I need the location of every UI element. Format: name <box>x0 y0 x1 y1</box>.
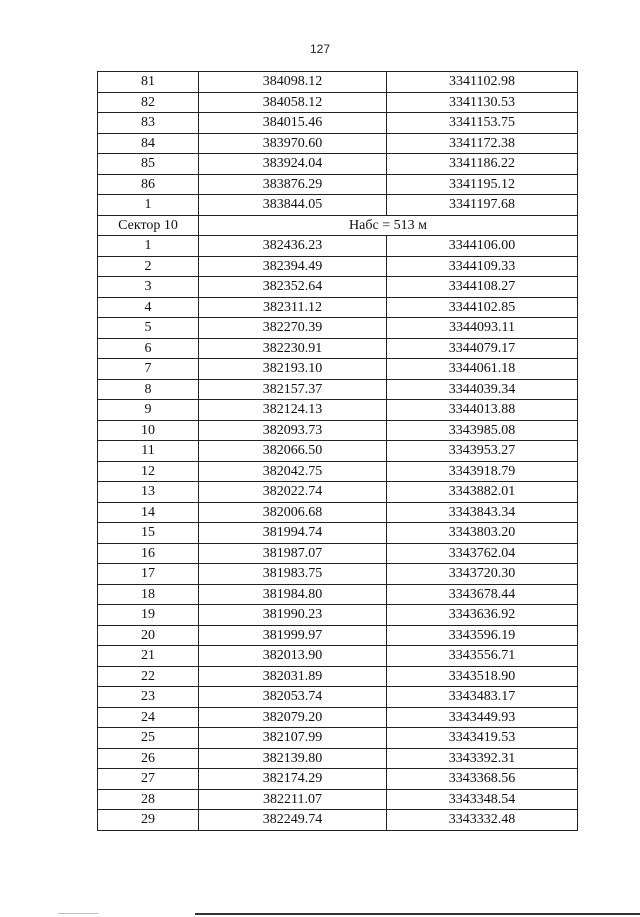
coordinates-table-body <box>98 72 578 831</box>
y-coordinate-cell: 3343843.34 <box>387 502 578 523</box>
y-coordinate-cell: 3344109.33 <box>387 256 578 277</box>
x-coordinate-cell: 381983.75 <box>199 564 387 585</box>
coordinates-table <box>97 71 578 831</box>
y-coordinate-cell: 3343419.53 <box>387 728 578 749</box>
table-row <box>98 625 578 646</box>
x-coordinate-cell: 382394.49 <box>199 256 387 277</box>
x-coordinate-cell: 382174.29 <box>199 769 387 790</box>
y-coordinate-cell: 3344108.27 <box>387 277 578 298</box>
table-row <box>98 72 578 93</box>
y-coordinate-cell: 3343803.20 <box>387 523 578 544</box>
point-number-cell: 1 <box>98 195 199 216</box>
point-number-cell: 19 <box>98 605 199 626</box>
point-number-cell: 20 <box>98 625 199 646</box>
table-row <box>98 728 578 749</box>
table-row <box>98 154 578 175</box>
point-number-cell: 21 <box>98 646 199 667</box>
x-coordinate-cell: 382042.75 <box>199 461 387 482</box>
sector-header-row <box>98 215 578 236</box>
x-coordinate-cell: 382053.74 <box>199 687 387 708</box>
x-coordinate-cell: 382157.37 <box>199 379 387 400</box>
sector-height-note: Набс = 513 м <box>199 215 578 236</box>
table-row <box>98 564 578 585</box>
point-number-cell: 12 <box>98 461 199 482</box>
point-number-cell: 18 <box>98 584 199 605</box>
x-coordinate-cell: 381987.07 <box>199 543 387 564</box>
point-number-cell: 3 <box>98 277 199 298</box>
table-row <box>98 338 578 359</box>
x-coordinate-cell: 382022.74 <box>199 482 387 503</box>
page-bottom-edge <box>195 913 640 915</box>
point-number-cell: 83 <box>98 113 199 134</box>
table-row <box>98 707 578 728</box>
y-coordinate-cell: 3344013.88 <box>387 400 578 421</box>
y-coordinate-cell: 3344039.34 <box>387 379 578 400</box>
x-coordinate-cell: 382093.73 <box>199 420 387 441</box>
table-row <box>98 543 578 564</box>
x-coordinate-cell: 382249.74 <box>199 810 387 831</box>
table-row <box>98 769 578 790</box>
point-number-cell: 28 <box>98 789 199 810</box>
point-number-cell: 7 <box>98 359 199 380</box>
point-number-cell: 27 <box>98 769 199 790</box>
table-row <box>98 666 578 687</box>
margin-mark <box>58 913 98 914</box>
x-coordinate-cell: 382352.64 <box>199 277 387 298</box>
point-number-cell: 23 <box>98 687 199 708</box>
table-row <box>98 420 578 441</box>
y-coordinate-cell: 3344106.00 <box>387 236 578 257</box>
point-number-cell: 86 <box>98 174 199 195</box>
y-coordinate-cell: 3341130.53 <box>387 92 578 113</box>
point-number-cell: 6 <box>98 338 199 359</box>
x-coordinate-cell: 382436.23 <box>199 236 387 257</box>
sector-label: Сектор 10 <box>98 215 199 236</box>
point-number-cell: 15 <box>98 523 199 544</box>
table-row <box>98 174 578 195</box>
x-coordinate-cell: 382124.13 <box>199 400 387 421</box>
table-row <box>98 297 578 318</box>
point-number-cell: 84 <box>98 133 199 154</box>
x-coordinate-cell: 382031.89 <box>199 666 387 687</box>
y-coordinate-cell: 3343483.17 <box>387 687 578 708</box>
x-coordinate-cell: 382230.91 <box>199 338 387 359</box>
table-row <box>98 133 578 154</box>
y-coordinate-cell: 3344061.18 <box>387 359 578 380</box>
x-coordinate-cell: 381999.97 <box>199 625 387 646</box>
y-coordinate-cell: 3343636.92 <box>387 605 578 626</box>
y-coordinate-cell: 3343449.93 <box>387 707 578 728</box>
y-coordinate-cell: 3343720.30 <box>387 564 578 585</box>
y-coordinate-cell: 3343556.71 <box>387 646 578 667</box>
point-number-cell: 16 <box>98 543 199 564</box>
table-row <box>98 605 578 626</box>
y-coordinate-cell: 3341186.22 <box>387 154 578 175</box>
x-coordinate-cell: 383924.04 <box>199 154 387 175</box>
table-row <box>98 277 578 298</box>
y-coordinate-cell: 3343918.79 <box>387 461 578 482</box>
y-coordinate-cell: 3343953.27 <box>387 441 578 462</box>
table-row <box>98 92 578 113</box>
point-number-cell: 2 <box>98 256 199 277</box>
table-row <box>98 584 578 605</box>
point-number-cell: 29 <box>98 810 199 831</box>
x-coordinate-cell: 382211.07 <box>199 789 387 810</box>
point-number-cell: 25 <box>98 728 199 749</box>
y-coordinate-cell: 3343882.01 <box>387 482 578 503</box>
y-coordinate-cell: 3343762.04 <box>387 543 578 564</box>
table-row <box>98 482 578 503</box>
y-coordinate-cell: 3341197.68 <box>387 195 578 216</box>
x-coordinate-cell: 382066.50 <box>199 441 387 462</box>
y-coordinate-cell: 3344102.85 <box>387 297 578 318</box>
point-number-cell: 11 <box>98 441 199 462</box>
table-row <box>98 359 578 380</box>
table-row <box>98 113 578 134</box>
y-coordinate-cell: 3343518.90 <box>387 666 578 687</box>
table-row <box>98 461 578 482</box>
point-number-cell: 13 <box>98 482 199 503</box>
point-number-cell: 22 <box>98 666 199 687</box>
table-row <box>98 502 578 523</box>
y-coordinate-cell: 3343368.56 <box>387 769 578 790</box>
y-coordinate-cell: 3343678.44 <box>387 584 578 605</box>
x-coordinate-cell: 383876.29 <box>199 174 387 195</box>
point-number-cell: 24 <box>98 707 199 728</box>
x-coordinate-cell: 383844.05 <box>199 195 387 216</box>
y-coordinate-cell: 3343985.08 <box>387 420 578 441</box>
y-coordinate-cell: 3341102.98 <box>387 72 578 93</box>
x-coordinate-cell: 382006.68 <box>199 502 387 523</box>
table-row <box>98 400 578 421</box>
table-row <box>98 318 578 339</box>
table-row <box>98 236 578 257</box>
y-coordinate-cell: 3341153.75 <box>387 113 578 134</box>
x-coordinate-cell: 382311.12 <box>199 297 387 318</box>
y-coordinate-cell: 3343348.54 <box>387 789 578 810</box>
y-coordinate-cell: 3341195.12 <box>387 174 578 195</box>
x-coordinate-cell: 384058.12 <box>199 92 387 113</box>
table-row <box>98 687 578 708</box>
table-row <box>98 523 578 544</box>
point-number-cell: 17 <box>98 564 199 585</box>
point-number-cell: 82 <box>98 92 199 113</box>
point-number-cell: 10 <box>98 420 199 441</box>
point-number-cell: 14 <box>98 502 199 523</box>
table-row <box>98 810 578 831</box>
table-row <box>98 789 578 810</box>
point-number-cell: 85 <box>98 154 199 175</box>
point-number-cell: 81 <box>98 72 199 93</box>
table-row <box>98 748 578 769</box>
point-number-cell: 9 <box>98 400 199 421</box>
x-coordinate-cell: 384015.46 <box>199 113 387 134</box>
table-row <box>98 646 578 667</box>
x-coordinate-cell: 381990.23 <box>199 605 387 626</box>
x-coordinate-cell: 382107.99 <box>199 728 387 749</box>
x-coordinate-cell: 384098.12 <box>199 72 387 93</box>
x-coordinate-cell: 381984.80 <box>199 584 387 605</box>
point-number-cell: 26 <box>98 748 199 769</box>
page-number: 127 <box>309 42 331 56</box>
point-number-cell: 5 <box>98 318 199 339</box>
point-number-cell: 4 <box>98 297 199 318</box>
x-coordinate-cell: 381994.74 <box>199 523 387 544</box>
x-coordinate-cell: 383970.60 <box>199 133 387 154</box>
table-row <box>98 441 578 462</box>
point-number-cell: 8 <box>98 379 199 400</box>
x-coordinate-cell: 382079.20 <box>199 707 387 728</box>
x-coordinate-cell: 382013.90 <box>199 646 387 667</box>
x-coordinate-cell: 382270.39 <box>199 318 387 339</box>
y-coordinate-cell: 3344079.17 <box>387 338 578 359</box>
table-row <box>98 256 578 277</box>
x-coordinate-cell: 382139.80 <box>199 748 387 769</box>
y-coordinate-cell: 3341172.38 <box>387 133 578 154</box>
point-number-cell: 1 <box>98 236 199 257</box>
y-coordinate-cell: 3343596.19 <box>387 625 578 646</box>
y-coordinate-cell: 3343332.48 <box>387 810 578 831</box>
table-row <box>98 195 578 216</box>
y-coordinate-cell: 3343392.31 <box>387 748 578 769</box>
y-coordinate-cell: 3344093.11 <box>387 318 578 339</box>
x-coordinate-cell: 382193.10 <box>199 359 387 380</box>
table-row <box>98 379 578 400</box>
